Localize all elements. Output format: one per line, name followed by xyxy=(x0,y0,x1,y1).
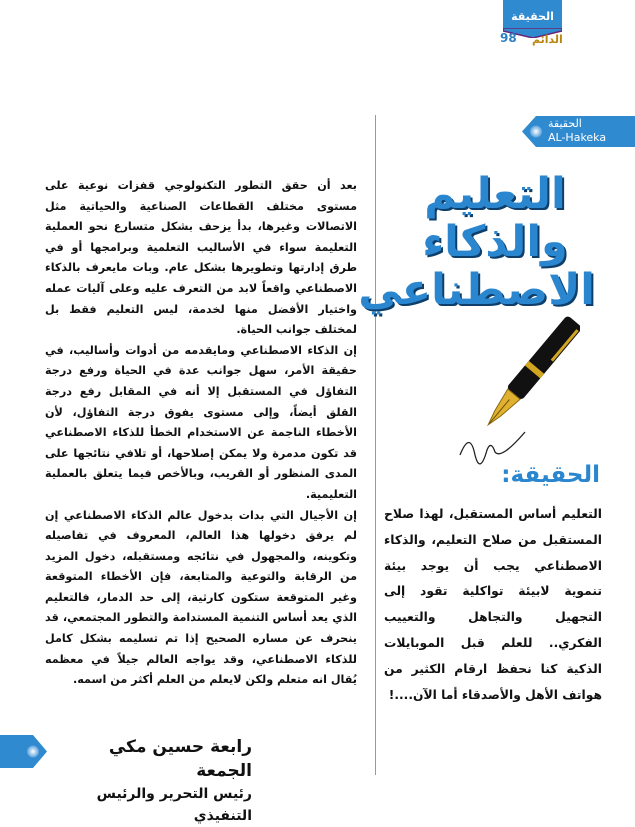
title-line: والذكاء xyxy=(422,217,568,267)
article-paragraph: إن الأجيال التي بدات بدخول عالم الذكاء الاصطناعي إن لم يرفق دخولها هذا العالم، المعروف في تفاصيله وتكوينه، والمجهول في نتائجه ومستقبله، دخول المزيد من الرقابة والتوعية والمتابعة، فإن الأخطاء المتوقعة وغير المتوقعة ستكون كارثية، إلى حد الدمار، فالتعليم الذي يعد أساس التنمية المستدامة والتطور المجتمعي، قد ينحرف عن مساره الصحيح إذا تم تسليمه بشكل كامل للذكاء الاصطناعي، وقد يواجه العالم جيلاً في معظمه يُقال انه متعلم ولكن لايعلم من العلم أكثر من اسمه. xyxy=(45,508,357,687)
title-line: التعليم xyxy=(424,169,566,219)
magazine-logo: الدائم xyxy=(532,33,563,46)
article-paragraph: بعد أن حقق التطور التكنولوجي قفزات نوعية على مستوى مختلف القطاعات الصناعية والحياتية مثل الاتصالات وغيرها، بدأ يزحف بشكل متسارع نحو العملية التعليمة سواء في الأساليب التعلمية وبرامجها أو في طرق إدارتها وتطويرها بشكل عام. وبات مايعرف بالذكاء الاصطناعي واقعاً لابد من التعرف عليه وعلى آليات عمله واختيار الأفضل منها لخدمة، ليس التعليم فقط بل لمختلف جوانب الحياة. xyxy=(45,179,357,337)
title-line: الاصطناعي xyxy=(358,265,595,315)
footer-tab xyxy=(0,735,48,768)
section-tag-latin: AL-Hakeka xyxy=(548,131,607,144)
column-divider xyxy=(375,115,376,775)
author-name: رابعة حسين مكي الجمعة xyxy=(108,737,252,781)
article-body xyxy=(45,176,357,691)
sidebar-heading: الحقيقة: xyxy=(501,462,600,488)
sidebar-text: التعليم أساس المستقبل، لهذا صلاح المستقبل من صلاح التعليم، والذكاء الاصطناعي يجب أن يوجد بيئة تنموية لابيئة تواكلية تقود إلى التجهيل والتجاهل والتعييب الفكري.. للعلم قبل الموبايلات الذكية كنا نحفظ ارقام الكثير من هواتف الأهل والأصدقاء أما الآن....! xyxy=(384,507,602,702)
header-tab-label: الحقيقة xyxy=(511,10,554,23)
page-number: 98 xyxy=(500,31,517,45)
author-role: رئيس التحرير والرئيس التنفيذي xyxy=(96,786,252,824)
article-title xyxy=(358,169,595,315)
article-paragraph: إن الذكاء الاصطناعي ومايقدمه من أدوات وأساليب، في حقيقة الأمر، سهل جوانب عدة في الحياة ورفع درجة التفاؤل في المستقبل إلا أنه في المقابل رفع درجة القلق أيضاً، وإلى مستوى يفوق درجة التفاؤل، لأن الأخطاء الناجمة عن الاستخدام الخطأ للذكاء الاصطناعي قد تكون مدمرة ولا يمكن إصلاحها، أو تلافي نتائجها على المدى المنظور أو القريب، وبالأخص فيما يتعلق بالعملية التعليمية. xyxy=(45,343,357,501)
author-block xyxy=(60,735,252,827)
fountain-pen-illustration xyxy=(440,305,580,475)
section-tag-arabic: الحقيقة xyxy=(548,117,582,130)
